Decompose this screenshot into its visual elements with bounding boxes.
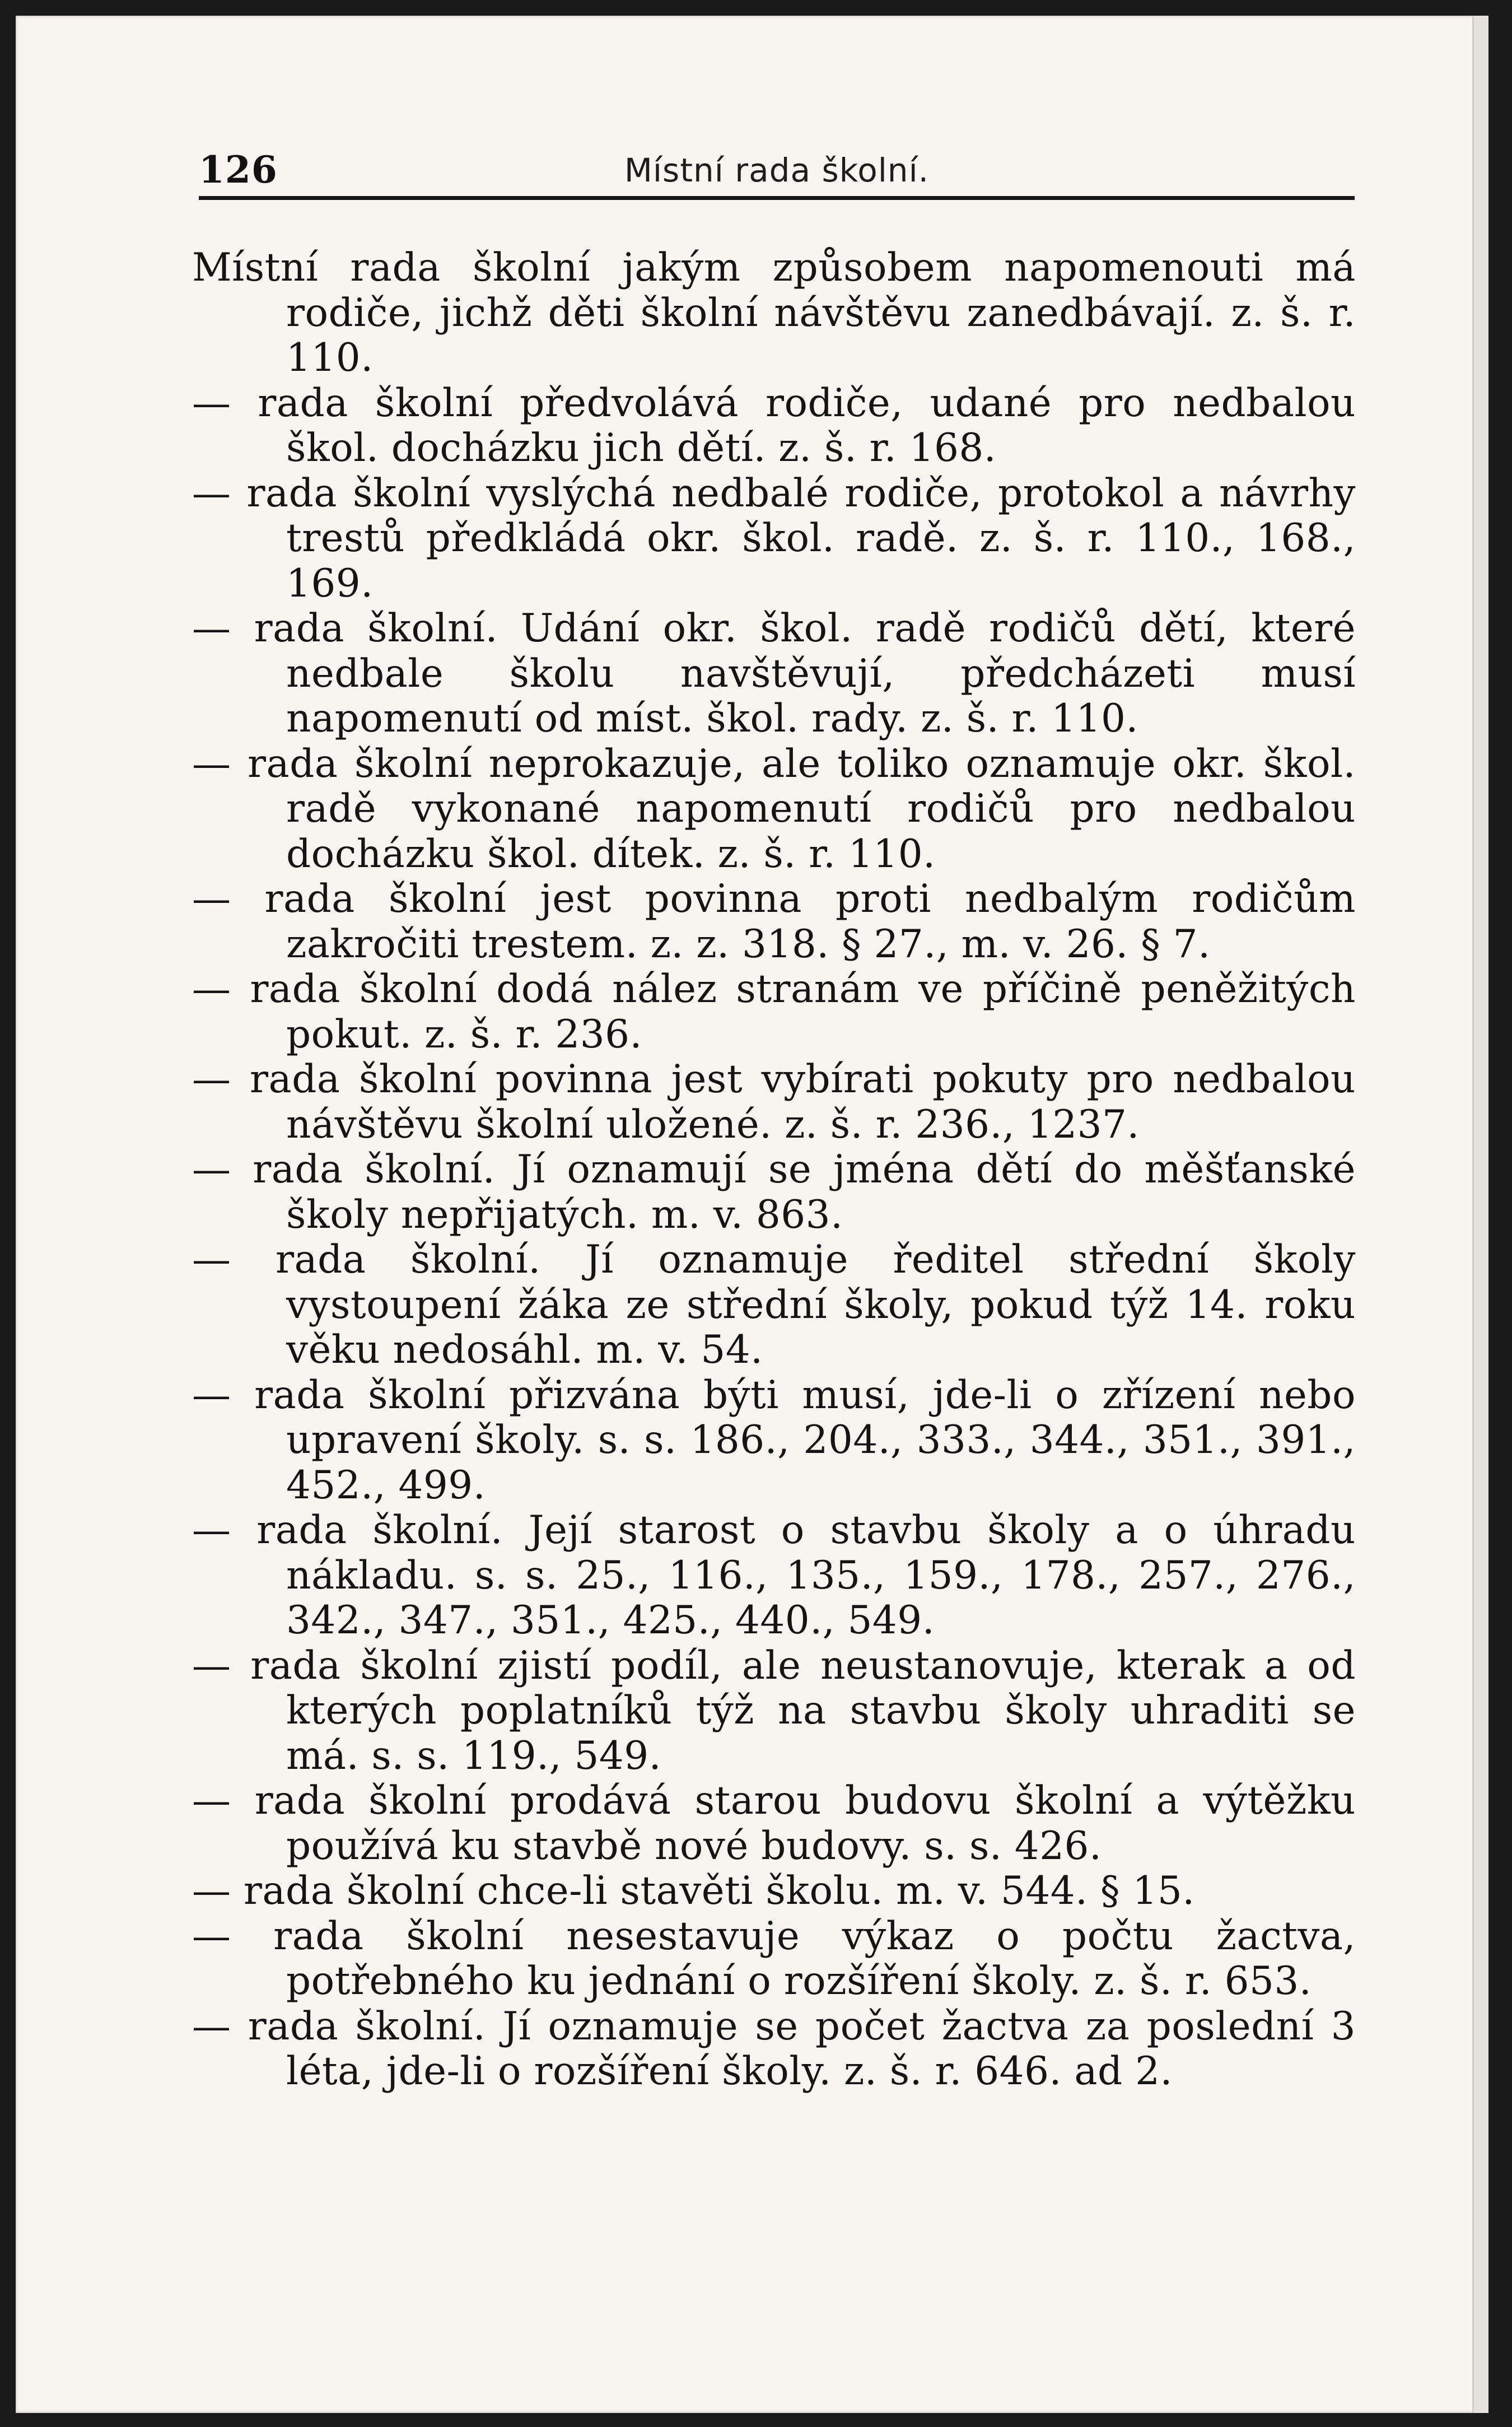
index-entry: — rada školní povinna jest vybírati pokuty pro nedbalou návštěvu školní uložené. z. š. r. 236., 1237. (192, 1057, 1356, 1147)
page-number: 126 (199, 148, 278, 192)
header-rule (199, 196, 1355, 200)
index-entry: — rada školní. Její starost o stavbu školy a o úhradu nákladu. s. s. 25., 116., 135., 159., 178., 257., 276., 342., 347., 351., 425., 440., 549. (192, 1508, 1356, 1643)
index-entry: — rada školní prodává starou budovu školní a výtěžku používá ku stavbě nové budovy. s. s. 426. (192, 1778, 1356, 1869)
running-head: Místní rada školní. (624, 151, 930, 189)
page-header (199, 138, 1355, 199)
index-entry: — rada školní dodá nález stranám ve příčině peněžitých pokut. z. š. r. 236. (192, 967, 1356, 1057)
index-entry: — rada školní zjistí podíl, ale neustanovuje, kterak a od kterých poplatníků týž na stavbu školy uhraditi se má. s. s. 119., 549. (192, 1643, 1356, 1778)
index-entry: — rada školní nesestavuje výkaz o počtu žactva, potřebného ku jednání o rozšíření školy. z. š. r. 653. (192, 1913, 1356, 2004)
index-entry: Místní rada školní jakým způsobem napomenouti má rodiče, jichž děti školní návštěvu zanedbávají. z. š. r. 110. (192, 245, 1356, 380)
index-entry: — rada školní neprokazuje, ale toliko oznamuje okr. škol. radě vykonané napomenutí rodičů pro nedbalou docházku škol. dítek. z. š. r. 110. (192, 741, 1356, 877)
index-entry: — rada školní vyslýchá nedbalé rodiče, protokol a návrhy trestů předkládá okr. škol. radě. z. š. r. 110., 168., 169. (192, 471, 1356, 606)
index-entry: — rada školní jest povinna proti nedbalým rodičům zakročiti trestem. z. z. 318. § 27., m. v. 26. § 7. (192, 877, 1356, 967)
index-entry: — rada školní. Udání okr. škol. radě rodičů dětí, které nedbale školu navštěvují, předcházeti musí napomenutí od míst. škol. rady. z. š. r. 110. (192, 606, 1356, 741)
index-entry: — rada školní. Jí oznamuje se počet žactva za poslední 3 léta, jde-li o rozšíření školy. z. š. r. 646. ad 2. (192, 2004, 1356, 2094)
page-edge (1472, 16, 1488, 2413)
index-entry: — rada školní. Jí oznamují se jména dětí do měšťanské školy nepřijatých. m. v. 863. (192, 1147, 1356, 1237)
index-entries (192, 245, 1356, 2094)
index-entry: — rada školní chce-li stavěti školu. m. v. 544. § 15. (192, 1869, 1195, 1913)
index-entry: — rada školní. Jí oznamuje ředitel střední školy vystoupení žáka ze střední školy, pokud týž 14. roku věku nedosáhl. m. v. 54. (192, 1237, 1356, 1372)
index-entry: — rada školní předvolává rodiče, udané pro nedbalou škol. docházku jich dětí. z. š. r. 168. (192, 380, 1356, 471)
index-entry: — rada školní přizvána býti musí, jde-li o zřízení nebo upravení školy. s. s. 186., 204., 333., 344., 351., 391., 452., 499. (192, 1372, 1356, 1508)
